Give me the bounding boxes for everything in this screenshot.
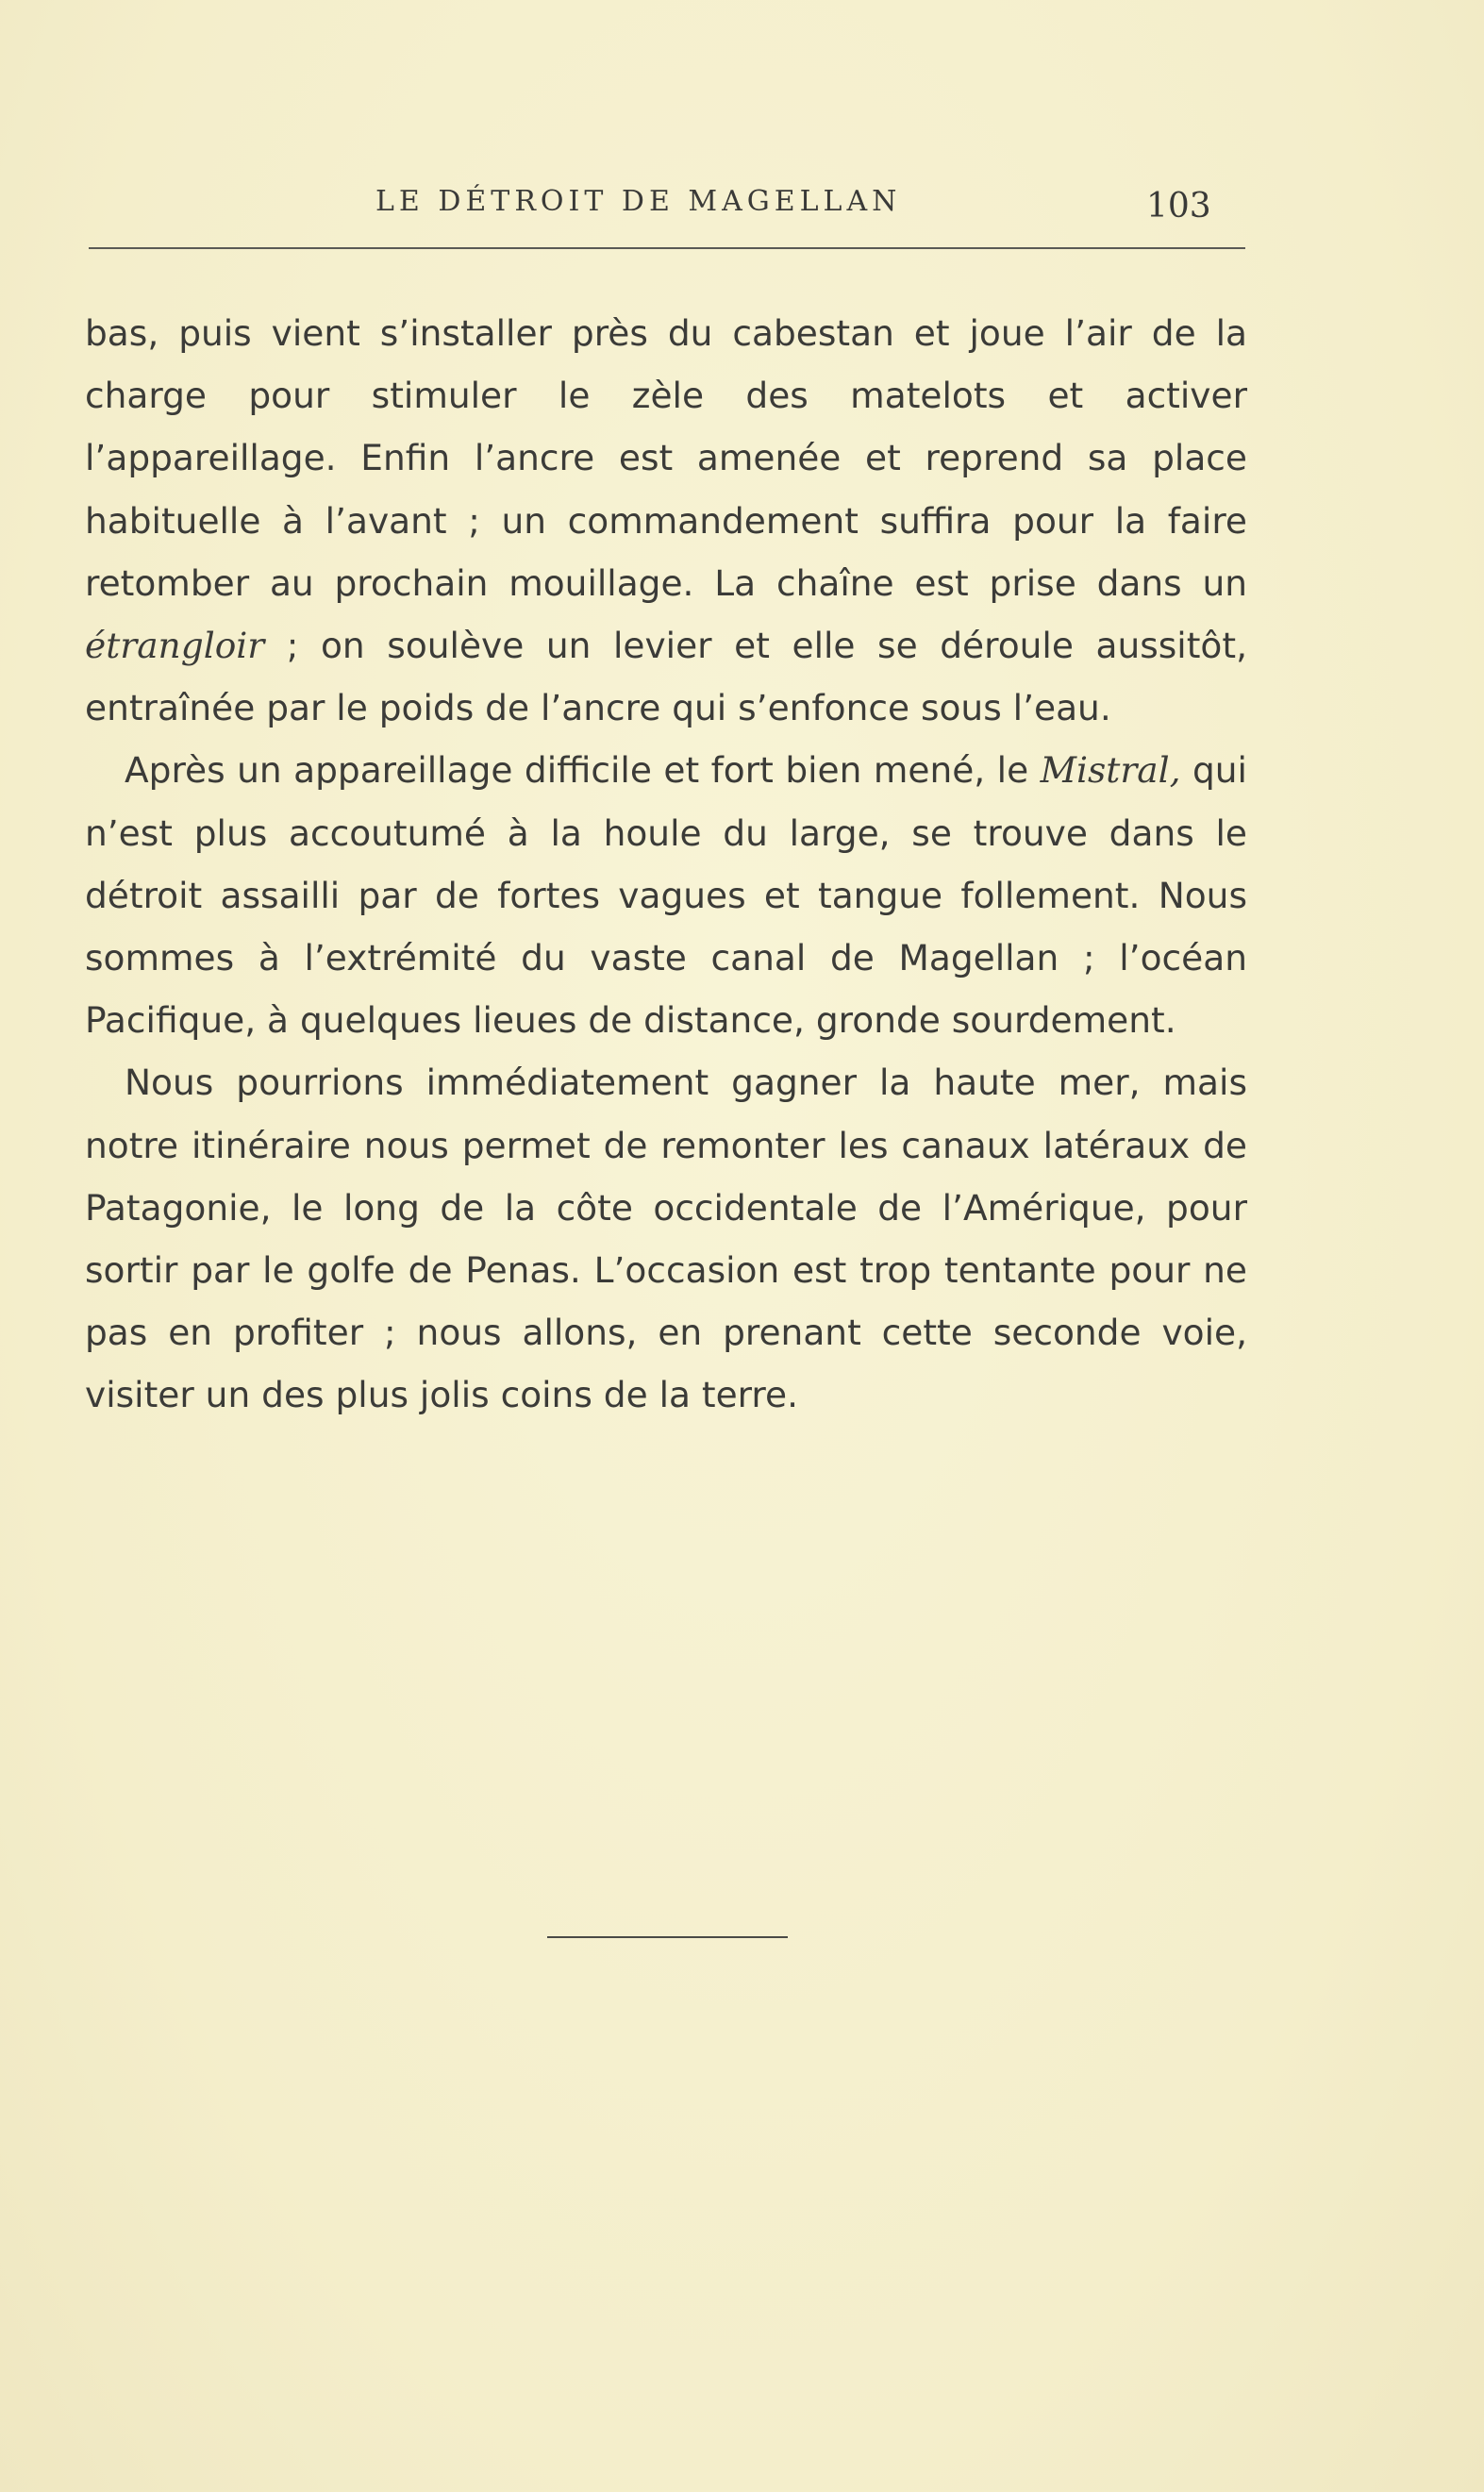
body-text [85,302,1247,1427]
end-rule [547,1936,788,1938]
page-number: 103 [1146,187,1211,226]
paragraph-2-text-a: Après un appareillage difficile et fort bien mené, le [125,749,1041,792]
paragraph-2-text-b: qui n’est plus accoutumé à la houle du large, se trouve dans le détroit assailli par de fortes vagues et tangue follement. Nous sommes à l’extrémité du vaste canal de Magellan ; l’océan Pacifique, à quelques lieues de distance, gronde sourdement. [85,749,1247,1042]
paragraph-2-ship-name: Mistral, [1040,749,1181,792]
running-title: LE DÉTROIT DE MAGELLAN [375,185,902,218]
paragraph-3: Nous pourrions immédiatement gagner la haute mer, mais notre itinéraire nous permet de remonter les canaux latéraux de Patagonie, le long de la côte occidentale de l’Amérique, pour sortir par le golfe de Penas. L’occasion est trop tentante pour ne pas en profiter ; nous allons, en prenant cette seconde voie, visiter un des plus jolis coins de la terre. [85,1062,1247,1416]
header-rule [89,247,1245,249]
paragraph-1-text-b: ; on soulève un levier et elle se déroule aussitôt, entraînée par le poids de l’ancre qui s’enfonce sous l’eau. [85,625,1247,729]
paragraph-1 [85,302,1247,739]
paragraph-1-text-a: bas, puis vient s’installer près du cabestan et joue l’air de la charge pour stimuler le zèle des matelots et activer l’appareillage. Enfin l’ancre est amenée et reprend sa place habituelle à l’avant ; un commandement suffira pour la faire retomber au prochain mouillage. La chaîne est prise dans un [85,312,1247,604]
paragraph-2 [85,739,1247,1051]
paragraph-1-italic-term: étrangloir [85,625,265,667]
